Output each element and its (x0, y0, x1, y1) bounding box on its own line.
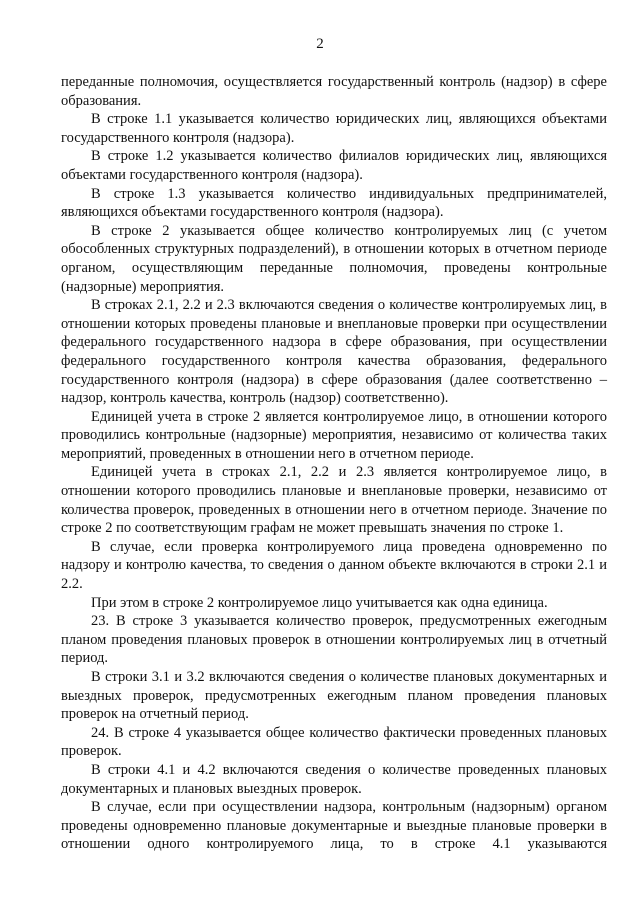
body-text (61, 73, 607, 854)
paragraph: В строке 1.1 указывается количество юридических лиц, являющихся объектами государственного контроля (надзора). (61, 111, 607, 146)
paragraph: При этом в строке 2 контролируемое лицо учитывается как одна единица. (91, 594, 548, 611)
paragraph: Единицей учета в строке 2 является контролируемое лицо, в отношении которого проводились контрольные (надзорные) мероприятия, независимо от количества таких мероприятий, проведенных в отношении него в отчетном периоде. (61, 408, 607, 462)
paragraph: В строке 1.2 указывается количество филиалов юридических лиц, являющихся объектами государственного контроля (надзора). (61, 148, 607, 183)
paragraph: В строки 3.1 и 3.2 включаются сведения о количестве плановых документарных и выездных проверок, предусмотренных ежегодным планом проведения плановых проверок на отчетный период. (61, 669, 607, 723)
paragraph: В строке 2 указывается общее количество контролируемых лиц (с учетом обособленных структурных подразделений), в отношении которых в отчетном периоде органом, осуществляющим переданные полномочия, проведены контрольные (надзорные) мероприятия. (61, 222, 607, 295)
paragraph: 23. В строке 3 указывается количество проверок, предусмотренных ежегодным планом проведения плановых проверок в отношении контролируемых лиц в отчетный период. (61, 613, 607, 667)
page-number: 2 (316, 36, 324, 52)
paragraph: В случае, если проверка контролируемого лица проведена одновременно по надзору и контролю качества, то сведения о данном объекте включаются в строки 2.1 и 2.2. (61, 538, 607, 593)
paragraph: Единицей учета в строках 2.1, 2.2 и 2.3 является контролируемое лицо, в отношении которого проводились плановые и внеплановые проверки, независимо от количества проверок, проведенных в отношении него в отчетном периоде. Значение по строке 2 по соответствующим графам не может превышать значения по строке 1. (61, 464, 607, 537)
paragraph: В строки 4.1 и 4.2 включаются сведения о количестве проведенных плановых документарных и плановых выездных проверок. (61, 761, 607, 797)
paragraph: В строке 1.3 указывается количество индивидуальных предпринимателей, являющихся объектами государственного контроля (надзора). (61, 185, 607, 221)
paragraph: В строках 2.1, 2.2 и 2.3 включаются сведения о количестве контролируемых лиц, в отношении которых проведены плановые и внеплановые проверки при осуществлении федерального государственного надзора в сфере образования, при осуществлении федерального государственного контроля качества образования, федерального государственного контроля (надзора) в сфере образования (далее соответственно – надзор, контроль качества, контроль (надзор) соответственно). (61, 297, 607, 407)
paragraph: переданные полномочия, осуществляется государственный контроль (надзор) в сфере образования. (61, 74, 607, 109)
paragraph: В случае, если при осуществлении надзора, контрольным (надзорным) органом проведены одновременно плановые документарные и выездные плановые проверки в отношении одного контролируемого лица, то в строке 4.1 указываются (61, 799, 607, 853)
paragraph: 24. В строке 4 указывается общее количество фактически проведенных плановых проверок. (61, 724, 607, 760)
